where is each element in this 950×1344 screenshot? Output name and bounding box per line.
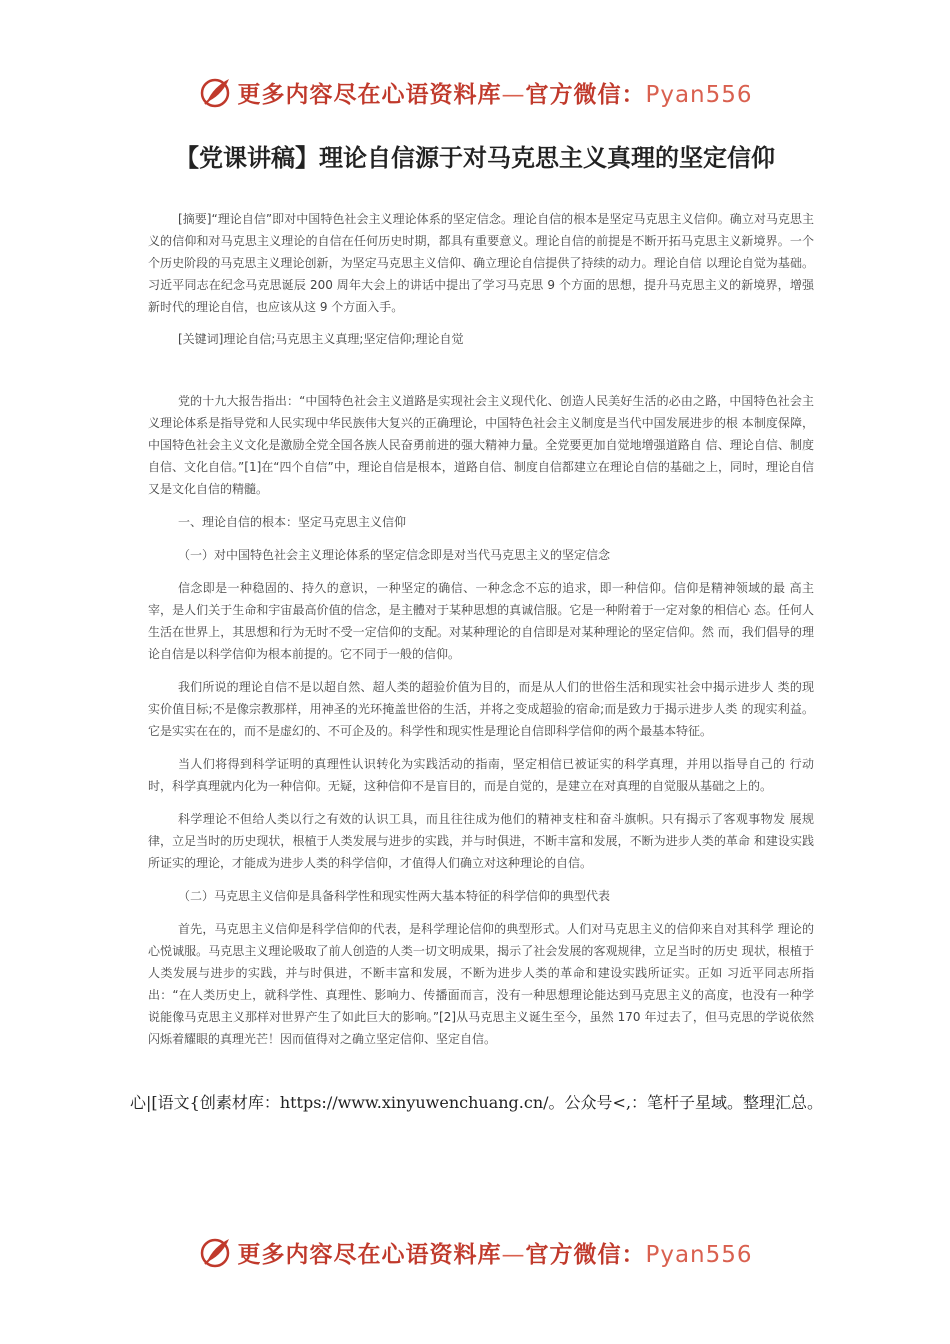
source-note: 心|[语文{创素材库：https://www.xinyuwenchuang.cn/。公众号<,：笔杆子星域。整理汇总。 — [130, 1093, 824, 1112]
abstract-paragraph: [摘要]“理论自信”即对中国特色社会主义理论体系的坚定信念。理论自信的根本是坚定马克思主义信仰。确立对马克思主义的信仰和对马克思主义理论的自信在任何历史时期，都具有重要意义。理论自信的前提是不断开拓马克思主义新境界。一个个历史阶段的马克思主义理论创新，为坚定马克思主义信仰、确立理论自信提供了持续的动力。理论自信 以理论自觉为基础。习近平同志在纪念马克思诞辰 200 周年大会上的讲话中提出了学习马克思 9 个方面的思想，提升马克思主义的新境界，增强新时代的理论自信，也应该从这 9 个方面入手。 — [148, 212, 814, 314]
header-banner — [0, 72, 950, 112]
subsection-heading: （一）对中国特色社会主义理论体系的坚定信念即是对当代马克思主义的坚定信念 — [178, 548, 611, 562]
body-paragraph: 科学理论不但给人类以行之有效的认识工具，而且往往成为他们的精神支柱和奋斗旗帜。只有揭示了客观事物发 展规律，立足当时的历史现状，根植于人类发展与进步的实践，并与时俱进，不断丰富和发展，不断为进步人类的革命 和建设实践所证实的理论，才能成为进步人类的科学信仰，才值得人们确立对这种理论的自信。 — [148, 812, 814, 870]
quill-logo-icon — [197, 74, 233, 110]
body-paragraph: 我们所说的理论自信不是以超自然、超人类的超验价值为目的，而是从人们的世俗生活和现实社会中揭示进步人 类的现实价值目标;不是像宗教那样，用神圣的光环掩盖世俗的生活，并将之变成超验的宿命;而是致力于揭示进步人类 的现实利益。它是实实在在的，而不是虚幻的、不可企及的。科学性和现实性是理论自信即科学信仰的两个最基本特征。 — [148, 680, 814, 738]
footer-banner — [0, 1232, 950, 1272]
body-paragraph: 党的十九大报告指出：“中国特色社会主义道路是实现社会主义现代化、创造人民美好生活的必由之路，中国特色社会主义理论体系是指导党和人民实现中华民族伟大复兴的正确理论，中国特色社会主义制度是当代中国发展进步的根 本制度保障，中国特色社会主义文化是激励全党全国各族人民奋勇前进的强大精神力量。全党要更加自觉地增强道路自 信、理论自信、制度自信、文化自信。”[1]在“四个自信”中，理论自信是根本，道路自信、制度自信都建立在理论自信的基础之上，同时，理论自信又是文化自信的精髓。 — [148, 394, 814, 496]
page-title: 【党课讲稿】理论自信源于对马克思主义真理的坚定信仰 — [175, 144, 775, 172]
article-body — [148, 208, 814, 1050]
quill-logo-icon — [197, 1234, 233, 1270]
section-heading: 一、理论自信的根本：坚定马克思主义信仰 — [178, 515, 407, 529]
body-paragraph: 当人们将得到科学证明的真理性认识转化为实践活动的指南，坚定相信已被证实的科学真理，并用以指导自己的 行动时，科学真理就内化为一种信仰。无疑，这种信仰不是盲目的，而是自觉的，是建立在对真理的自觉服从基础之上的。 — [148, 757, 814, 793]
keywords-paragraph: [关键词]理论自信;马克思主义真理;坚定信仰;理论自觉 — [178, 332, 464, 346]
body-paragraph: 信念即是一种稳固的、持久的意识，一种坚定的确信、一种念念不忘的追求，即一种信仰。信仰是精神领域的最 高主宰，是人们关于生命和宇宙最高价值的信念，是主體对于某种思想的真诚信服。它是一种附着于一定对象的相信心 态。任何人生活在世界上，其思想和行为无时不受一定信仰的支配。对某种理论的自信即是对某种理论的坚定信仰。然 而，我们倡导的理论自信是以科学信仰为根本前提的。它不同于一般的信仰。 — [148, 581, 814, 661]
banner-text: 更多内容尽在心语资料库—官方微信：Pyan556 — [237, 1241, 753, 1268]
body-paragraph: 首先，马克思主义信仰是科学信仰的代表，是科学理论信仰的典型形式。人们对马克思主义的信仰来自对其科学 理论的心悦诚服。马克思主义理论吸取了前人创造的人类一切文明成果，揭示了社会发展的客观规律，立足当时的历史 现状，根植于人类发展与进步的实践，并与时俱进，不断丰富和发展，不断为进步人类的革命和建设实践所证实。正如 习近平同志所指出：“在人类历史上，就科学性、真理性、影响力、传播面而言，没有一种思想理论能达到马克思主义的高度，也没有一种学说能像马克思主义那样对世界产生了如此巨大的影响。”[2]从马克思主义诞生至今，虽然 170 年过去了，但马克思的学说依然闪烁着耀眼的真理光芒！因而值得对之确立坚定信仰、坚定自信。 — [148, 922, 814, 1046]
subsection-heading: （二）马克思主义信仰是具备科学性和现实性两大基本特征的科学信仰的典型代表 — [178, 889, 611, 903]
banner-text: 更多内容尽在心语资料库—官方微信：Pyan556 — [237, 81, 753, 108]
